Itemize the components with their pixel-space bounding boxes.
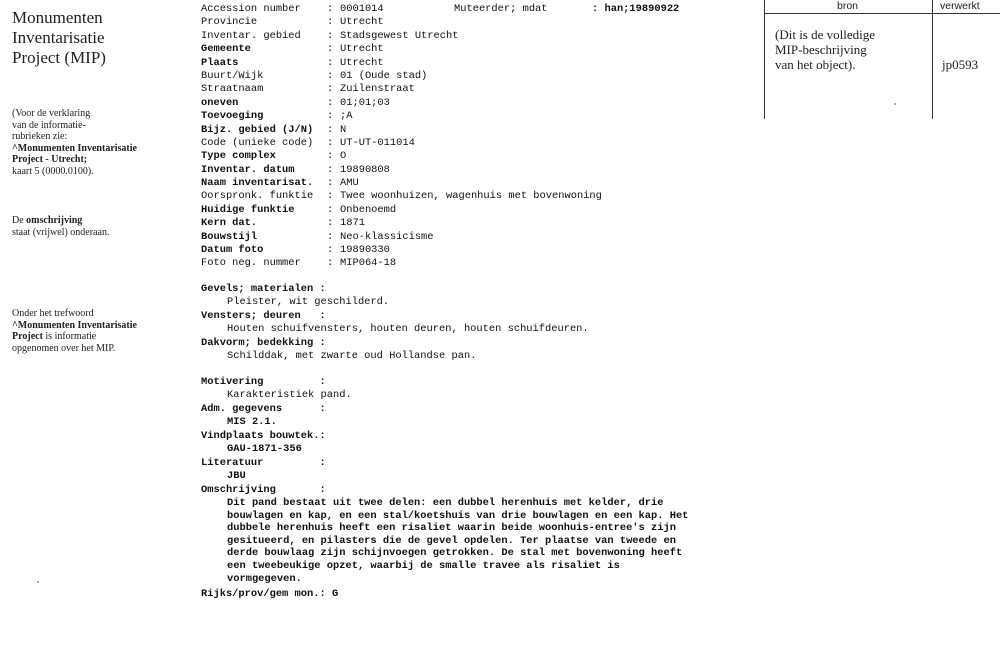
field-value: Onbenoemd xyxy=(340,203,397,216)
note-bold-text: omschrijving xyxy=(26,215,83,226)
field-colon: : xyxy=(327,177,334,190)
cell-line: (Dit is de volledige xyxy=(775,27,876,42)
field-value: Stadsgewest Utrecht xyxy=(340,29,459,42)
field-value: O xyxy=(340,150,347,163)
section-value: Pleister, wit geschilderd. xyxy=(227,296,390,309)
record-fields xyxy=(201,3,680,271)
mutator-label: Muteerder; mdat xyxy=(454,3,548,15)
field-value: MIP064-18 xyxy=(340,257,397,270)
section-heading: Adm. gegevens : xyxy=(201,403,326,415)
field-value: 0001014 xyxy=(340,3,384,15)
field-label: Gemeente xyxy=(201,43,251,56)
field-colon: : xyxy=(327,244,334,257)
note-line xyxy=(12,215,109,227)
field-label: Foto neg. nummer xyxy=(201,257,301,270)
field-colon: : xyxy=(327,29,334,42)
cell-line: MIP-beschrijving xyxy=(775,42,867,57)
section-block xyxy=(201,337,476,364)
field-value: UT-UT-011014 xyxy=(340,136,415,149)
field-row xyxy=(201,3,680,16)
speck xyxy=(894,103,896,105)
field-colon: : xyxy=(327,69,334,82)
column-header-verwerkt: verwerkt xyxy=(940,0,980,12)
note-text: De xyxy=(12,215,27,226)
section-value: Schilddak, met zwarte oud Hollandse pan. xyxy=(227,350,477,363)
field-row xyxy=(201,177,602,190)
field-colon: : xyxy=(327,96,334,109)
field-row xyxy=(201,190,602,203)
field-colon: : xyxy=(327,230,334,243)
field-row xyxy=(201,16,602,29)
field-label: Bijz. gebied (J/N) xyxy=(201,123,314,136)
field-label: Straatnaam xyxy=(201,83,264,96)
note-line: ^Monumenten Inventarisatie xyxy=(12,142,137,154)
field-colon: : xyxy=(327,163,334,176)
note-line: ^Monumenten Inventarisatie xyxy=(12,319,137,331)
section-value: Houten schuifvensters, houten deuren, houten schuifdeuren. xyxy=(227,323,589,336)
section-block xyxy=(201,403,326,430)
field-colon: : xyxy=(327,123,334,136)
mutator-value: : han;19890922 xyxy=(592,3,680,15)
field-label: Accession number xyxy=(201,3,301,15)
speck xyxy=(37,581,39,583)
field-label: Naam inventarisat. xyxy=(201,177,314,190)
field-label: Plaats xyxy=(201,56,239,69)
field-colon: : xyxy=(327,136,334,149)
section-heading: Omschrijving : xyxy=(201,484,326,496)
field-value: AMU xyxy=(340,177,359,190)
field-value: 19890330 xyxy=(340,244,390,257)
field-value: 19890808 xyxy=(340,163,390,176)
note-line: staat (vrijwel) onderaan. xyxy=(12,226,110,238)
field-label: Toevoeging xyxy=(201,110,264,123)
field-value: Utrecht xyxy=(340,56,384,69)
field-row xyxy=(201,57,602,70)
field-row xyxy=(201,257,602,270)
field-colon: : xyxy=(327,83,334,96)
field-label: Oorspronk. funktie xyxy=(201,190,314,203)
field-value: 01;01;03 xyxy=(340,96,390,109)
keyword-note xyxy=(12,308,137,354)
processed-cell: jp0593 xyxy=(942,57,979,72)
note-line: Onder het trefwoord xyxy=(12,308,94,319)
field-value: 01 (Oude stad) xyxy=(340,69,428,82)
note-line: opgenomen over het MIP. xyxy=(12,342,116,354)
field-colon: : xyxy=(327,217,334,230)
field-label: Buurt/Wijk xyxy=(201,69,264,82)
field-colon: : xyxy=(327,56,334,69)
field-row xyxy=(201,204,602,217)
table-divider xyxy=(932,0,933,119)
field-value: 1871 xyxy=(340,217,365,230)
note-text: is informatie xyxy=(42,331,97,343)
section-value: Karakteristiek pand. xyxy=(227,389,352,402)
section-value: JBU xyxy=(227,470,246,483)
note-line: van de informatie- xyxy=(12,119,86,131)
field-label: Provincie xyxy=(201,16,258,29)
field-row xyxy=(201,70,602,83)
field-value: ;A xyxy=(340,110,353,123)
column-header-bron: bron xyxy=(837,0,859,12)
field-row xyxy=(201,137,602,150)
section-heading: Gevels; materialen : xyxy=(201,283,326,295)
source-cell xyxy=(775,27,875,72)
section-heading: Vensters; deuren : xyxy=(201,310,326,322)
field-row xyxy=(201,30,602,43)
section-value: GAU-1871-356 xyxy=(227,443,302,456)
title-line-2: Inventarisatie xyxy=(12,28,105,47)
title-line-1: Monumenten xyxy=(12,8,103,27)
explanation-note xyxy=(12,108,137,178)
section-value: MIS 2.1. xyxy=(227,416,277,429)
field-value: N xyxy=(340,123,347,136)
field-row xyxy=(201,164,602,177)
field-row xyxy=(201,110,602,123)
field-value: Twee woonhuizen, wagenhuis met bovenwoning xyxy=(340,190,602,203)
field-row xyxy=(201,244,602,257)
note-bold-text: Project xyxy=(12,331,43,343)
field-row xyxy=(201,150,602,163)
section-heading: Literatuur : xyxy=(201,457,326,469)
field-label: Inventar. gebied xyxy=(201,29,301,42)
description-location-note xyxy=(12,215,109,238)
section-block xyxy=(201,484,326,497)
table-divider xyxy=(764,0,765,119)
field-colon: : xyxy=(327,16,334,29)
field-colon: : xyxy=(327,3,334,15)
table-header xyxy=(764,0,1000,14)
section-block xyxy=(201,310,589,337)
field-row xyxy=(201,124,602,137)
title-line-3: Project (MIP) xyxy=(12,48,106,67)
field-label: Bouwstijl xyxy=(201,230,258,243)
field-row xyxy=(201,217,602,230)
note-line: kaart 5 (0000.0100). xyxy=(12,165,94,177)
field-label: Inventar. datum xyxy=(201,163,295,176)
description-text: Dit pand bestaat uit twee delen: een dubbel herenhuis met kelder, drie bouwlagen en kap, en een stal/koetshuis van drie bouwlagen en een kap. Het dubbele herenhuis heeft een risaliet waarin beide woonhuis-entree's zijn gesitueerd, en pilasters die de gevel opdelen. Ter plaatse van tweede en derde bouwlaag zijn schijnvoegen getrokken. De stal met bovenwoning heeft een tweebeukige opzet, waarbij de smalle travee als risaliet is vormgegeven. xyxy=(227,497,689,585)
field-label: Datum foto xyxy=(201,244,264,257)
document-title xyxy=(12,8,106,68)
field-value: Neo-klassicisme xyxy=(340,230,434,243)
section-block xyxy=(201,376,352,403)
note-line: (Voor de verklaring xyxy=(12,108,91,119)
note-line: rubrieken zie: xyxy=(12,131,68,143)
field-colon: : xyxy=(327,203,334,216)
field-colon: : xyxy=(327,190,334,203)
field-colon: : xyxy=(327,257,334,270)
cell-line: van het object). xyxy=(775,57,856,72)
field-label: Code (unieke code) xyxy=(201,136,314,149)
field-colon: : xyxy=(327,43,334,56)
field-row xyxy=(201,97,602,110)
field-label: oneven xyxy=(201,96,239,109)
field-row xyxy=(201,83,602,96)
section-heading: Motivering : xyxy=(201,376,326,388)
field-row xyxy=(201,43,602,56)
field-label: Type complex xyxy=(201,150,276,163)
section-block xyxy=(201,430,326,457)
field-label: Huidige funktie xyxy=(201,203,295,216)
source-table xyxy=(764,0,1000,119)
note-line xyxy=(12,331,137,343)
field-colon: : xyxy=(327,110,334,123)
section-heading: Dakvorm; bedekking : xyxy=(201,337,326,349)
section-block xyxy=(201,457,326,484)
field-label: Kern dat. xyxy=(201,217,258,230)
monument-status: Rijks/prov/gem mon.: G xyxy=(201,588,339,600)
section-block xyxy=(201,283,389,310)
field-value: Zuilenstraat xyxy=(340,83,415,96)
field-row xyxy=(201,231,602,244)
note-line: Project - Utrecht; xyxy=(12,154,88,166)
field-colon: : xyxy=(327,150,334,163)
section-heading: Vindplaats bouwtek.: xyxy=(201,430,326,442)
mutator-field xyxy=(454,3,679,16)
field-value: Utrecht xyxy=(340,43,384,56)
field-value: Utrecht xyxy=(340,16,384,29)
